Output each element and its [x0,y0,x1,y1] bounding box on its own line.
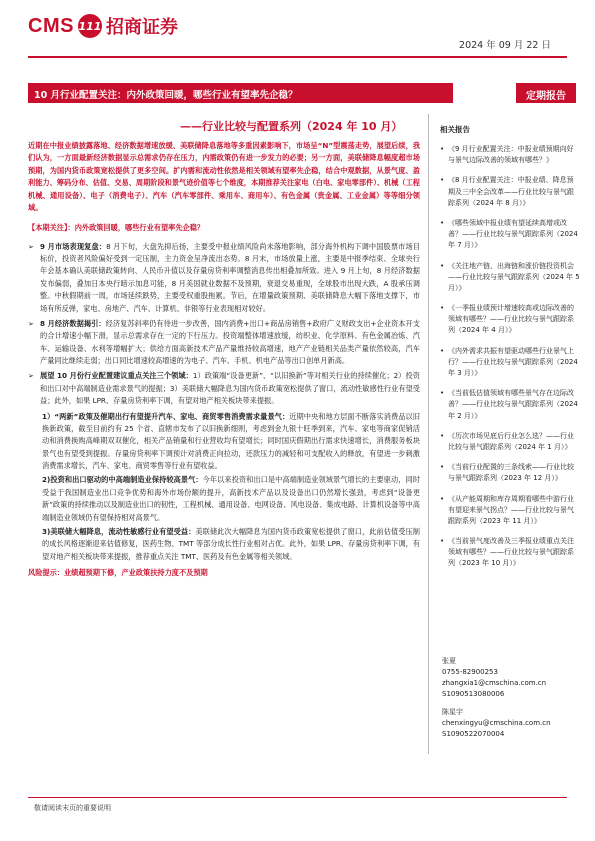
related-report-title: 《当前景气度改善及三季报业绩重点关注领域有哪些？——行业比较与景气跟踪系列（2023 年 10 月）》 [448,537,574,568]
market-review-paragraph [28,241,420,315]
related-report-item[interactable] [440,462,580,484]
related-report-title: 《一季报业绩预计增速较高或边际改善的领域有哪些？——行业比较与景气跟踪系列（2024 年 4 月）》 [448,304,574,335]
summary-paragraph: 近期在中报业绩披露落地、经济数据增速放缓、美联储降息落地等多重因素影响下，市场呈“N”型震荡走势，展望后续，我们认为，一方面最新经济数据显示总需求仍存在压力，内需政策仍有进一步发力的必要；另一方面，美联储降息幅度超市场预期，为国内货币政策宽松提供了更多空间。扩内需和流动性依然是相关领域有望率先企稳，结合中观数据，从景气度、盈利能力、筹码分布、估值、交易、周期阶段和景气迹价值等七个维度，本期推荐关注家电（白电、家电零部件）、机械（工程机械、通用设备）、电子（消费电子）、汽车（汽车零部件、乘用车、商用车）、有色金属（贵金属、工业金属）等等细分领域。 [28,141,420,212]
bullet-dot-icon: • [440,463,445,472]
report-date: 2024 年 09 月 22 日 [459,40,551,51]
item-lead: 3)美联储大幅降息，流动性敏感行业有望受益： [42,526,196,536]
analyst-email[interactable]: chenxingyu@cmschina.com.cn [442,719,551,728]
related-report-item[interactable] [440,175,580,209]
related-report-title: 《9 月行业配置关注：中报业绩预期向好与景气边际改善的领域有哪些？》 [448,145,574,165]
bullet-dot-icon: • [440,176,445,185]
analyst-name: 张夏 [442,657,456,665]
paragraph-text: 8 月下旬，大盘先抑后扬，主要受中报业绩风险尚未落地影响，部分海外机构下调中国股票市场目标价，投资者风险偏好受到一定压制，主力资金呈净流出态势。8 月末，市场放量上涨，主要是中报季结束、全球央行年会基本确认美联储政策转向、人民币升值以及存量房贷利率调整消息传出相叠加所致。进入 9 月上旬，8 月经济数据发布偏弱，叠加日本央行暗示加息可能，8 月美国就业数据不及预期，衰退交易重现，全球股市出现大跌，A 股承压调整。中秋假期前一周，市场延续跌势，主要受权重股拖累。节后，在增量政策预期、美联储降息大幅下落地支撑下，市场有所反弹，家电、房地产、汽车、计算机、非银等行业表现相对较好。 [40,241,420,313]
bullet-icon: ➢ [28,242,34,251]
related-report-title: 《从产能周期和库存周期看哪些中游行业有望迎来景气拐点？——行业比较与景气跟踪系列（2023 年 11 月）》 [448,494,574,525]
related-report-item[interactable] [440,388,580,422]
item-text: 美联储此次大幅降息为国内货币政策宽松提供了窗口，此前估值受压制的成长风格逐渐迎来估值修复，医药生物、TMT 等部分成长性行业相对占优。此外，如果 LPR、存量房贷利率下调，有望对地产相关板块带来提振，推荐重点关注 TMT、医药及有色金属等相关领域。 [42,526,420,561]
company-logo [28,12,178,40]
item-lead: 1）“两新”政策及催期出行有望提升汽车、家电、商贸零售消费需求量景气： [42,411,290,421]
related-report-item[interactable] [440,303,580,337]
paragraph-text: 经济复苏斜率仍有待进一步改善，国内消费+出口+商品房销售+政府广义财政支出+企业资本开支的合计增速小幅下滑，显示总需求存在一定的下行压力。投资端整体增速放缓，纺织业、化学原料、有色金属冶炼、汽车、运输设备、水利等增幅扩大；供给方面高新技术产品产量维持较高增速，地产产业链相关品类产量依然较高，汽车产量同比继续走弱；出口同比增速较高增速的为电子、汽车、手机、机电产品等出口创单月新高。 [40,318,420,365]
analyst-card [442,656,551,699]
outlook-item-2 [42,474,420,524]
related-reports-sidebar [440,124,580,579]
paragraph-text: 1）政策端“设备更新”、“以旧换新”等对相关行业的持续催化；2）投资和出口对中高端制造业需求景气的提振；3）美联储大幅降息为国内货币政策宽松提供了窗口，流动性敏感性行业有望受益；此外，如果 LPR、存量房贷利率下调，有望对地产相关板块带来提振。 [40,371,420,406]
bullet-icon: ➢ [28,372,34,381]
item-text: 近期中央和地方层面不断落实消费品以旧换新政策，截至目前约有 25 个省、直辖市发布了以旧换新细则，考虑到金九银十旺季到来，汽车、家电等商家促销活动和消费换购高峰期双双催化，相关产品销量和行业营收均有望增长；同时国庆假期出行需求快速增长，消费服务板块景气也有望受到提振。存量房贷利率下调预计对消费正向拉动，还款压力的减轻和可支配收入的释放，有望进一步刺激消费需求增长，汽车、家电、商贸零售等行业有望收益。 [42,411,420,470]
outlook-item-1 [42,411,420,473]
related-report-title: 《哪些领域中报业绩有望延续高增或改善？——行业比较与景气跟踪系列（2024 年 7 月）》 [448,218,578,250]
related-report-title: 《历次市场见底后行业怎么选？——行业比较与景气跟踪系列（2024 年 1 月）》 [448,431,574,451]
bullet-dot-icon: • [440,261,445,270]
related-report-item[interactable] [440,144,580,166]
related-report-item[interactable] [440,261,580,295]
analyst-cert: S1090513080006 [442,689,505,698]
related-report-title: 《内外需求共振有望驱动哪些行业景气上行？——行业比较与景气跟踪系列（2024 年 3 月）》 [448,346,578,377]
analyst-contacts [442,656,551,748]
report-type-tag: 定期报告 [516,83,576,103]
footer-disclaimer: 敬请阅读末页的重要说明 [34,804,111,812]
related-reports-heading: 相关报告 [440,125,470,134]
related-report-item[interactable] [440,494,580,528]
bullet-dot-icon: • [440,389,445,398]
analyst-cert: S1090522070004 [442,730,505,739]
paragraph-lead: 9 月市场表现复盘： [40,241,107,251]
bullet-dot-icon: • [440,304,445,313]
item-lead: 2)投资和出口驱动的中高端制造业保持较高景气： [42,475,203,485]
sidebar-divider [428,114,429,754]
bullet-dot-icon: • [440,494,445,503]
related-report-item[interactable] [440,431,580,453]
bullet-dot-icon: • [440,145,445,153]
related-report-item[interactable] [440,218,580,252]
economic-data-paragraph [28,318,420,368]
bullet-icon: ➢ [28,319,34,328]
header-divider [28,56,567,58]
footer-divider [28,797,567,798]
main-content [28,140,420,579]
analyst-card [442,707,551,740]
related-report-title: 《当前行业配置的三条线索——行业比较与景气跟踪系列（2023 年 12 月）》 [448,463,574,483]
outlook-paragraph [28,370,420,407]
related-report-item[interactable] [440,346,580,380]
bullet-dot-icon: • [440,537,445,546]
focus-heading: 【本期关注】：内外政策回暖，哪些行业有望率先企稳？ [28,223,205,233]
logo-mark-icon: 111 [78,14,102,38]
analyst-phone: 0755-82900253 [442,667,498,676]
related-report-item[interactable] [440,536,580,570]
related-report-title: 《8 月行业配置关注：中报业绩、降息预期及三中全会改革——行业比较与景气跟踪系列（2024 年 8 月）》 [448,176,574,207]
paragraph-lead: 展望 10 月份行业配置建议重点关注三个领域： [40,371,193,381]
related-report-title: 《关注地产链、出海链和涨价链投资机会——行业比较与景气跟踪系列（2024 年 5 月）》 [448,261,580,292]
bullet-dot-icon: • [440,431,445,440]
analyst-email[interactable]: zhangxia1@cmschina.com.cn [442,678,547,687]
report-title: 10 月行业配置关注：内外政策回暖，哪些行业有望率先企稳？ [28,83,453,103]
bullet-dot-icon: • [440,346,445,355]
analyst-name: 陈星宇 [442,708,463,717]
report-subtitle: ——行业比较与配置系列（2024 年 10 月） [180,120,403,133]
related-report-title: 《当前低估值领域有哪些景气存在边际改善？——行业比较与景气跟踪系列（2024 年 2 月）》 [448,389,578,420]
risk-warning: 风险提示：业绩超预期下修，产业政策扶持力度不及预期 [28,568,208,577]
logo-text-cn: 招商证券 [105,17,178,38]
outlook-item-3 [42,526,420,563]
paragraph-lead: 8 月经济数据揭引： [40,318,106,328]
item-text: 今年以来投资和出口是中高端制造业领域景气增长的主要驱动，同时受益于我国制造业出口竞争优势和海外市场份额的提升，高新技术产品以及设备出口仍然增长强劲，考虑到“设备更新”政策的持续推动以及制造业出口的韧性，工程机械、通用设备、电网设备、风电设备、集成电路、计算机设备等中高端制造业领域仍有望保持相对高景气。 [42,475,420,522]
bullet-dot-icon: • [440,218,445,227]
logo-text-en: CMS [28,14,74,37]
